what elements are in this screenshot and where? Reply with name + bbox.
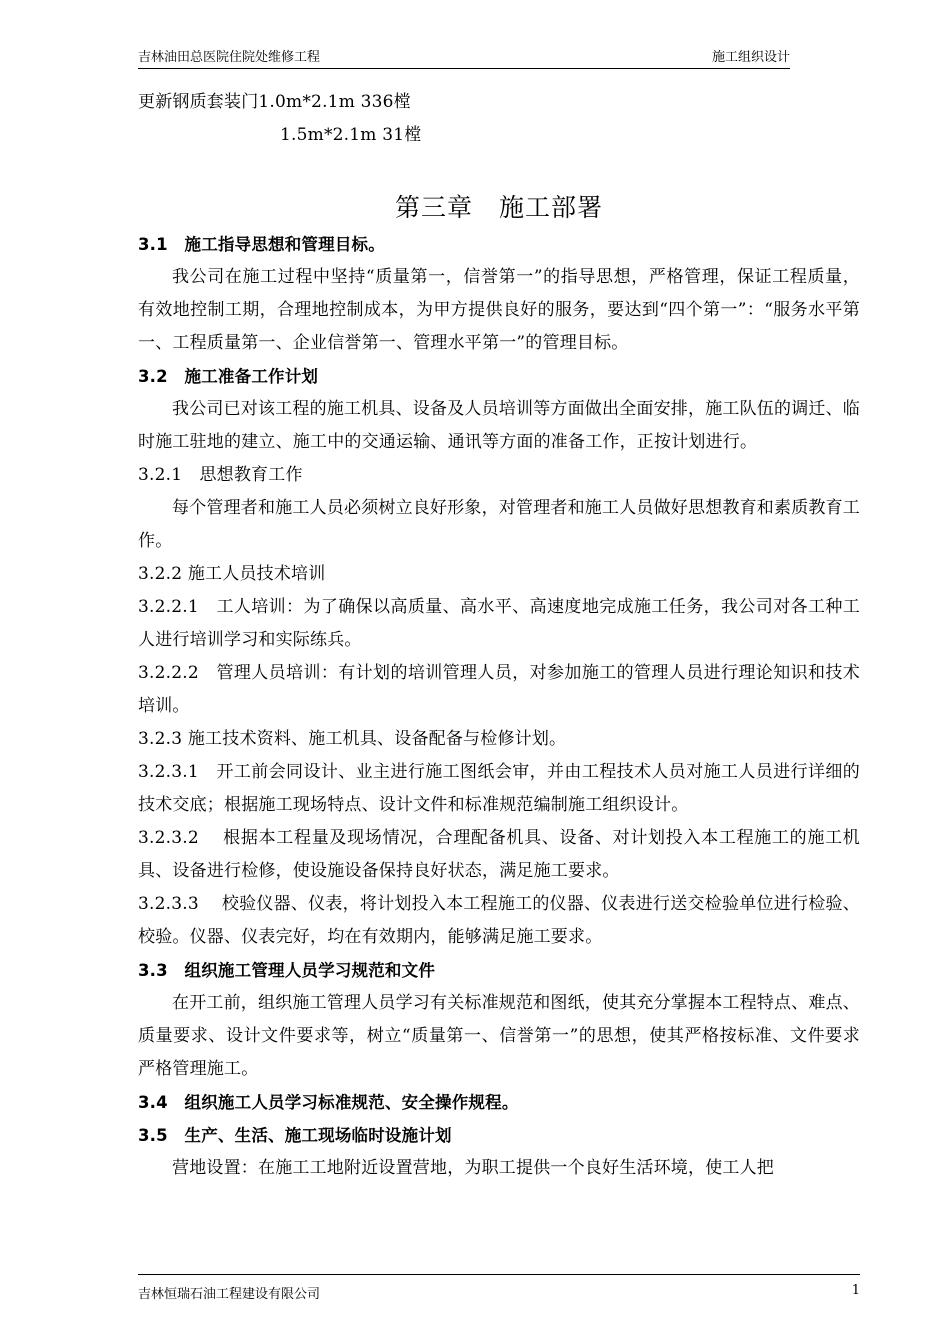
section-3-2-heading: 3.2 施工准备工作计划	[138, 367, 319, 386]
section-3-5-body: 营地设置：在施工工地附近设置营地，为职工提供一个良好生活环境，使工人把	[172, 1158, 774, 1178]
section-3-2-2-1: 3.2.2.1 工人培训：为了确保以高质量、高水平、高速度地完成施工任务，我公司对各工种工人进行培训学习和实际练兵。	[138, 597, 860, 650]
section-3-2-1-heading: 3.2.1 思想教育工作	[138, 465, 303, 485]
section-3-1-heading: 3.1 施工指导思想和管理目标。	[138, 235, 385, 254]
chapter-title: 第三章 施工部署	[394, 193, 603, 222]
section-3-2-body: 我公司已对该工程的施工机具、设备及人员培训等方面做出全面安排，施工队伍的调迁、临时施工驻地的建立、施工中的交通运输、通讯等方面的准备工作，正按计划进行。	[138, 399, 860, 452]
section-3-2-3-1: 3.2.3.1 开工前会同设计、业主进行施工图纸会审，并由工程技术人员对施工人员进行详细的技术交底；根据施工现场特点、设计文件和标准规范编制施工组织设计。	[138, 762, 860, 815]
footer-company: 吉林恒瑞石油工程建设有限公司	[138, 1287, 321, 1302]
section-3-3-heading: 3.3 组织施工管理人员学习规范和文件	[138, 961, 436, 980]
section-3-2-3-2: 3.2.3.2 根据本工程量及现场情况，合理配备机具、设备、对计划投入本工程施工的施工机具、设备进行检修，使设施设备保持良好状态，满足施工要求。	[138, 828, 860, 881]
section-3-4-heading: 3.4 组织施工人员学习标准规范、安全操作规程。	[138, 1093, 519, 1112]
section-3-3-body: 在开工前，组织施工管理人员学习有关标准规范和图纸，使其充分掌握本工程特点、难点、质量要求、设计文件要求等，树立“质量第一、信誉第一”的思想，使其严格按标准、文件要求严格管理施工。	[138, 993, 860, 1079]
page-footer	[138, 1274, 860, 1302]
document-body	[138, 86, 860, 1185]
section-3-2-1-body: 每个管理者和施工人员必须树立良好形象，对管理者和施工人员做好思想教育和素质教育工作。	[138, 498, 860, 551]
section-3-2-2-2: 3.2.2.2 管理人员培训：有计划的培训管理人员，对参加施工的管理人员进行理论知识和技术培训。	[138, 663, 860, 716]
section-3-5-heading: 3.5 生产、生活、施工现场临时设施计划	[138, 1126, 452, 1145]
intro-line-1: 更新钢质套装门1.0m*2.1m 336樘	[138, 92, 411, 112]
page-number: 1	[851, 1283, 860, 1298]
header-doc-type: 施工组织设计	[711, 50, 790, 65]
section-3-2-2-heading: 3.2.2 施工人员技术培训	[138, 564, 326, 584]
header-project-title: 吉林油田总医院住院处维修工程	[138, 50, 321, 65]
page-header	[138, 44, 790, 69]
intro-line-2: 1.5m*2.1m 31樘	[280, 125, 422, 145]
section-3-1-body: 我公司在施工过程中坚持“质量第一，信誉第一”的指导思想，严格管理，保证工程质量，有效地控制工期，合理地控制成本，为甲方提供良好的服务，要达到“四个第一”：“服务水平第一、工程质量第一、企业信誉第一、管理水平第一”的管理目标。	[138, 267, 860, 353]
section-3-2-3-heading: 3.2.3 施工技术资料、施工机具、设备配备与检修计划。	[138, 729, 567, 749]
section-3-2-3-3: 3.2.3.3 校验仪器、仪表，将计划投入本工程施工的仪器、仪表进行送交检验单位进行检验、校验。仪器、仪表完好，均在有效期内，能够满足施工要求。	[138, 894, 860, 947]
